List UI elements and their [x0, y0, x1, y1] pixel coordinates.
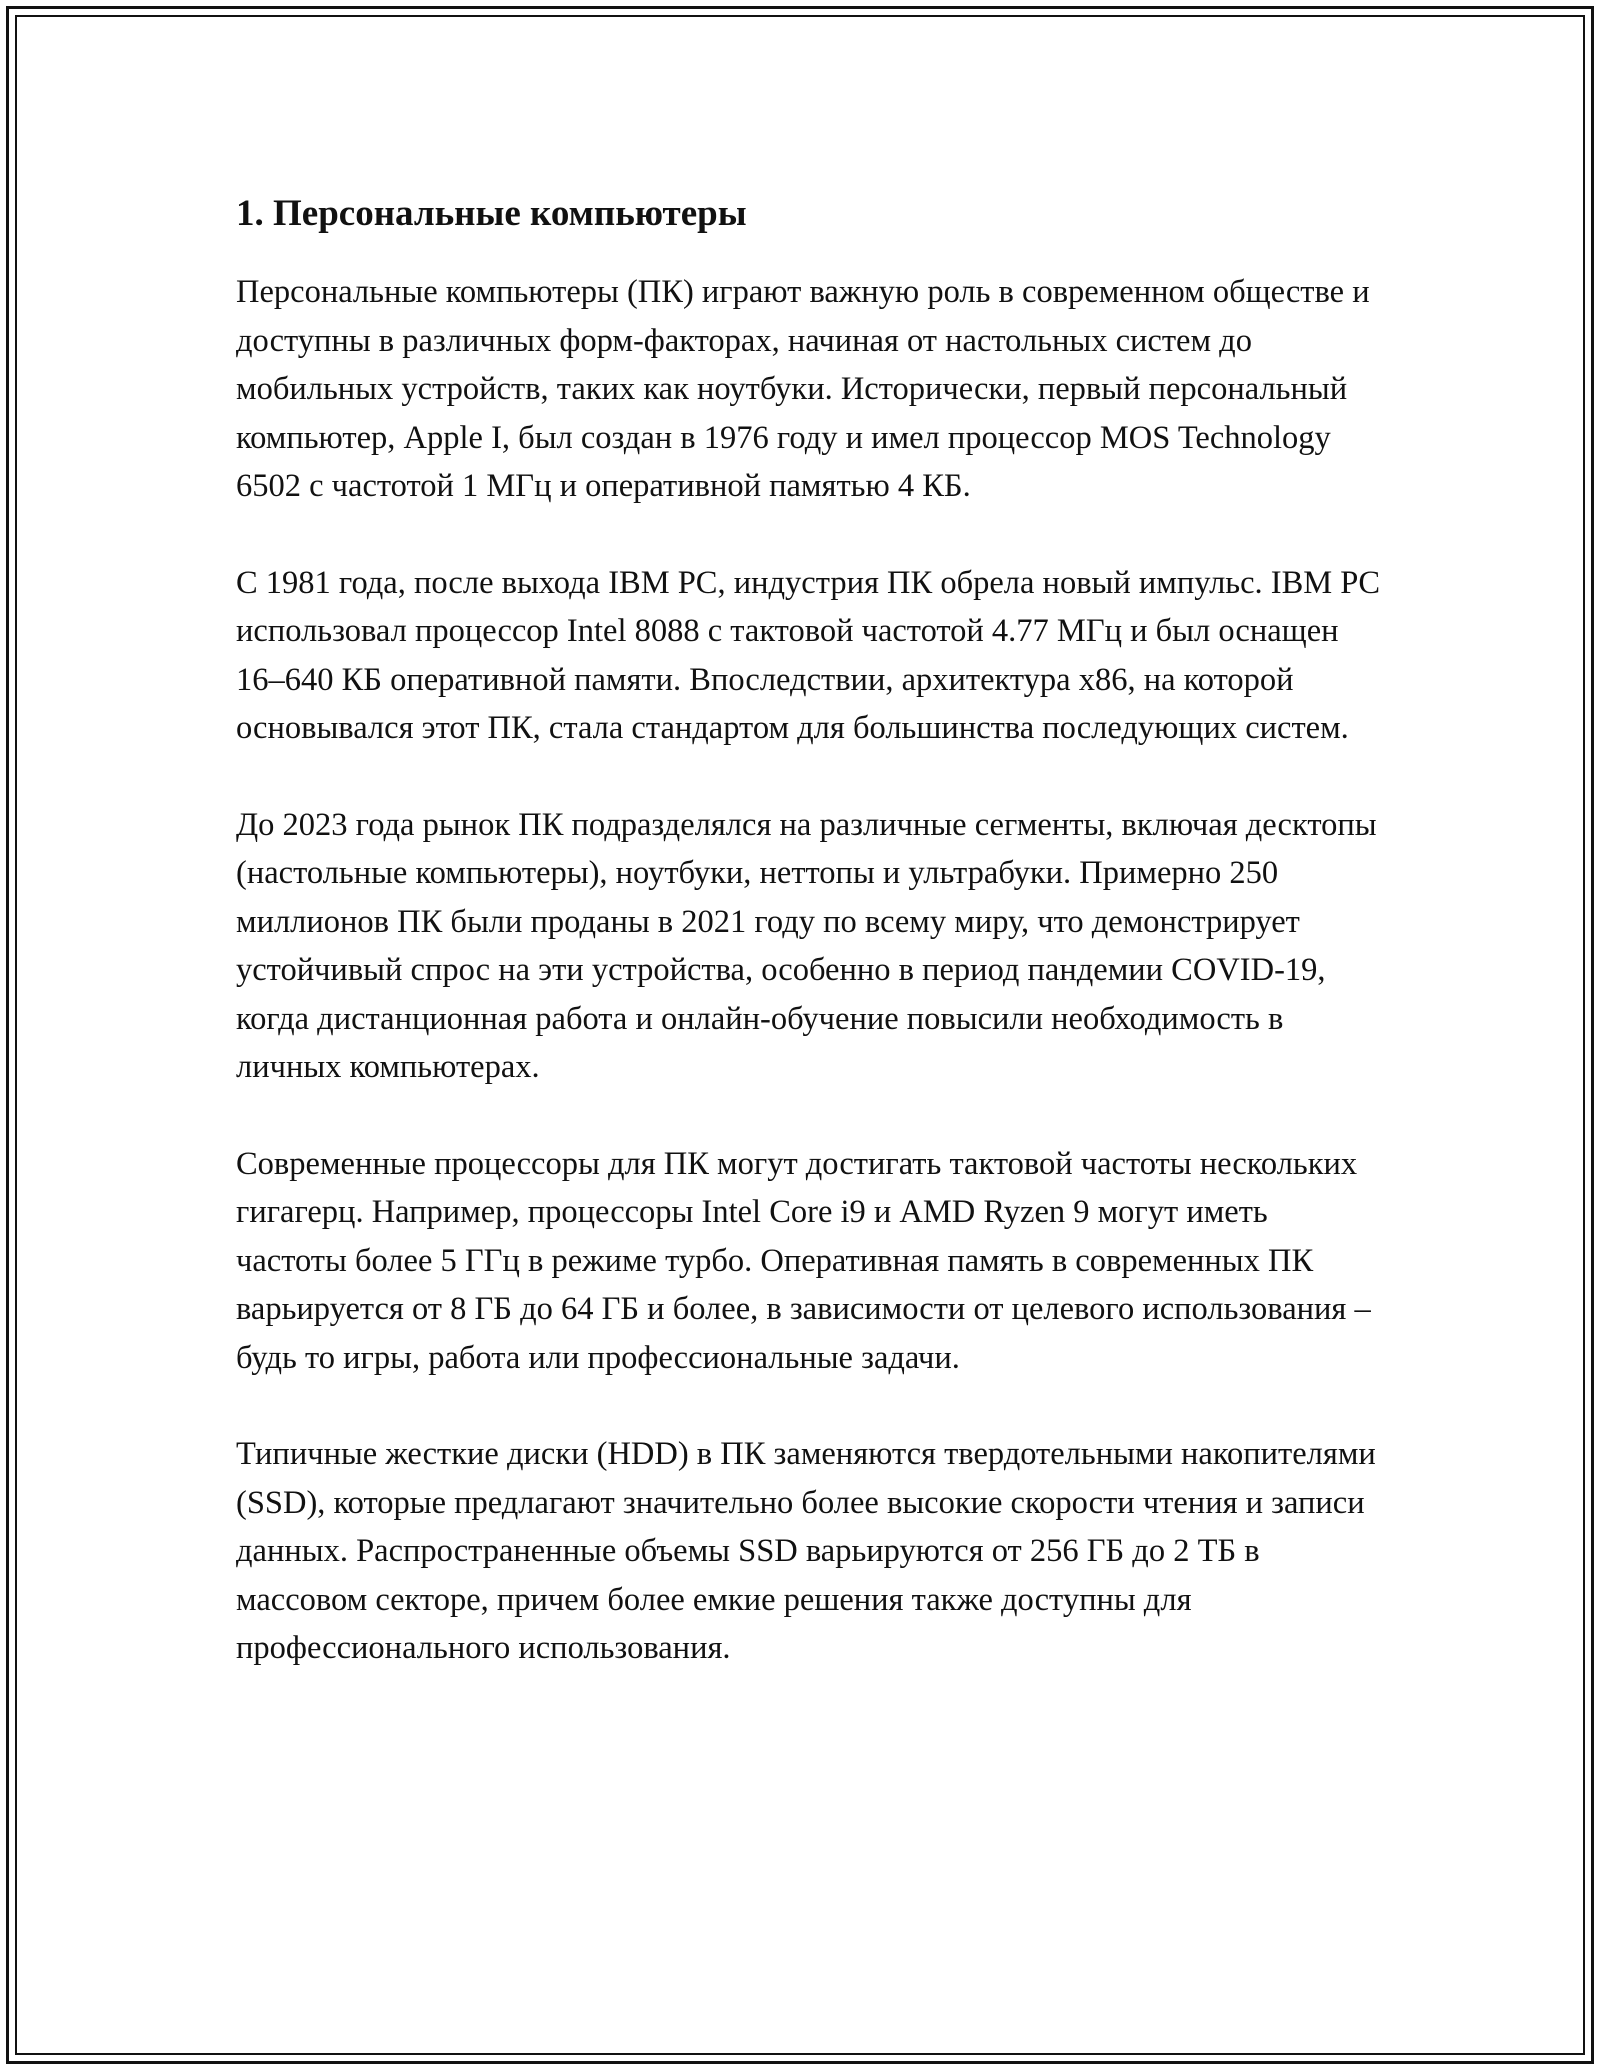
paragraph-processors: Современные процессоры для ПК могут достигать тактовой частоты нескольких гигагерц. Например, процессоры Intel Core i9 и AMD Ryzen 9 могут иметь частоты более 5 ГГц в режиме турбо. Оперативная память в современных ПК варьируется от 8 ГБ до 64 ГБ и более, в зависимости от целевого использования – будь то игры, работа или профессиональные задачи.: [236, 1145, 1371, 1376]
paragraph-storage: Типичные жесткие диски (HDD) в ПК заменяются твердотельными накопителями (SSD), которые предлагают значительно более высокие скорости чтения и записи данных. Распространенные объемы SSD варьируются от 256 ГБ до 2 ТБ в массовом секторе, причем более емкие решения также доступны для профессионального использования.: [236, 1436, 1376, 1666]
paragraph-intro: Персональные компьютеры (ПК) играют важную роль в современном обществе и доступны в различных форм-факторах, начиная от настольных систем до мобильных устройств, таких как ноутбуки. Исторически, первый персональный компьютер, Apple I, был создан в 1976 году и имел процессор MOS Technology 6502 с частотой 1 МГц и оперативной памятью 4 КБ.: [236, 274, 1370, 504]
paragraph-market: До 2023 года рынок ПК подразделялся на различные сегменты, включая десктопы (настольные компьютеры), ноутбуки, неттопы и ультрабуки. Примерно 250 миллионов ПК были проданы в 2021 году по всему миру, что демонстрирует устойчивый спрос на эти устройства, особенно в период пандемии COVID-19, когда дистанционная работа и онлайн-обучение повысили необходимость в личных компьютерах.: [236, 806, 1377, 1085]
paragraph-ibm-pc: С 1981 года, после выхода IBM PC, индустрия ПК обрела новый импульс. IBM PC использовал процессор Intel 8088 с тактовой частотой 4.77 МГц и был оснащен 16–640 КБ оперативной памяти. Впоследствии, архитектура x86, на которой основывался этот ПК, стала стандартом для большинства последующих систем.: [236, 564, 1381, 746]
document-body: [236, 190, 1386, 1721]
section-title: 1. Персональные компьютеры: [236, 193, 747, 234]
